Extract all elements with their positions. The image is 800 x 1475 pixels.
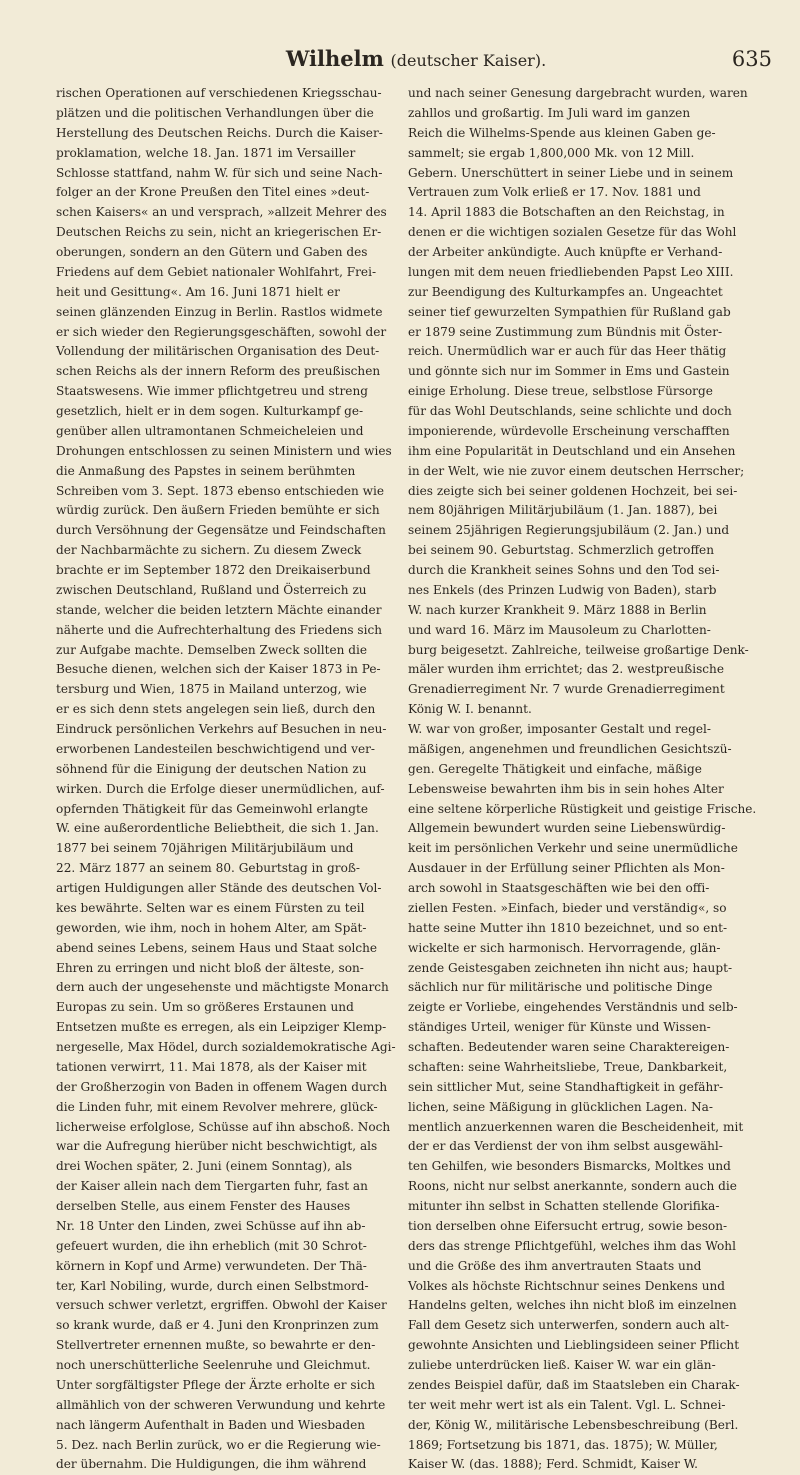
text-line: Stellvertreter ernennen mußte, so bewahrte er den- [56, 1338, 376, 1353]
text-line: der Kaiser allein nach dem Tiergarten fuhr, fast an [56, 1179, 368, 1194]
text-line: der, König W., militärische Lebensbeschreibung (Berl. [408, 1417, 739, 1432]
text-line: kes bewährte. Selten war es einem Fürsten zu teil [56, 900, 365, 915]
text-line: sammelt; sie ergab 1,800,000 Mk. von 12 Mill. [408, 145, 695, 160]
text-line: wirken. Durch die Erfolge dieser unermüdlichen, auf- [56, 781, 385, 796]
text-line: sächlich nur für militärische und politische Dinge [408, 980, 713, 995]
text-line: drei Wochen später, 2. Juni (einem Sonntag), als [56, 1159, 353, 1174]
text-line: würdig zurück. Den äußern Frieden bemühte er sich [56, 503, 380, 518]
text-line: mentlich anzuerkennen waren die Bescheidenheit, mit [408, 1119, 744, 1134]
text-line: keit im persönlichen Verkehr und seine unermüdliche [408, 841, 738, 856]
text-line: Unter sorgfältigster Pflege der Ärzte erholte er sich [56, 1377, 376, 1392]
text-line: brachte er im September 1872 den Dreikaiserbund [56, 563, 371, 577]
text-line: der Nachbarmächte zu sichern. Zu diesem Zweck [56, 543, 362, 558]
text-line: für das Wohl Deutschlands, seine schlichte und doch [408, 404, 732, 418]
text-line: reich. Unermüdlich war er auch für das Heer thätig [408, 344, 727, 359]
text-line: Besuche dienen, welchen sich der Kaiser 1873 in Pe- [56, 662, 381, 677]
text-line: seinen glänzenden Einzug in Berlin. Rastlos widmete [56, 304, 383, 319]
text-line: licherweise erfolglose, Schüsse auf ihn abschoß. Noch [56, 1119, 391, 1134]
text-line: zendes Beispiel dafür, daß im Staatsleben ein Charak- [408, 1377, 740, 1392]
text-line: schaften: seine Wahrheitsliebe, Treue, Dankbarkeit, [408, 1059, 728, 1074]
text-line: König W. I. benannt. [408, 702, 532, 717]
header-title [60, 46, 772, 74]
text-line: versuch schwer verletzt, ergriffen. Obwohl der Kaiser [56, 1298, 387, 1313]
text-line: denen er die wichtigen sozialen Gesetze für das Wohl [408, 225, 737, 240]
text-line: lichen, seine Mäßigung in glücklichen Lagen. Na- [408, 1099, 713, 1114]
text-line: nach längerm Aufenthalt in Baden und Wiesbaden [56, 1417, 366, 1432]
text-line: zwischen Deutschland, Rußland und Österreich zu [56, 582, 367, 597]
text-line: ziellen Festen. »Einfach, bieder und verständig«, so [408, 900, 727, 915]
text-line: genüber allen ultramontanen Schmeicheleien und [56, 423, 364, 438]
text-line: der er das Verdienst der von ihm selbst ausgewähl- [408, 1139, 723, 1154]
text-line: durch Versöhnung der Gegensätze und Feindschaften [56, 523, 386, 538]
text-line: Roons, nicht nur selbst anerkannte, sondern auch die [408, 1179, 737, 1194]
text-line: 1869; Fortsetzung bis 1871, das. 1875); W. Müller, [408, 1437, 718, 1452]
page-number: 635 [731, 47, 772, 71]
text-line: noch unerschütterliche Seelenruhe und Gleichmut. [56, 1358, 371, 1372]
text-line: zende Geistesgaben zeichneten ihn nicht aus; haupt- [408, 960, 733, 975]
text-line: gesetzlich, hielt er in dem sogen. Kulturkampf ge- [56, 404, 364, 418]
text-line: durch die Krankheit seines Sohns und den Tod sei- [408, 563, 720, 577]
text-line: W. war von großer, imposanter Gestalt und regel- [408, 722, 711, 736]
text-line: sein sittlicher Mut, seine Standhaftigkeit in gefähr- [408, 1079, 724, 1094]
text-line: Lebensweise bewahrten ihm bis in sein hohes Alter [408, 781, 724, 796]
text-line: 5. Dez. nach Berlin zurück, wo er die Regierung wie- [56, 1437, 381, 1452]
text-line: tersburg und Wien, 1875 in Mailand unterzog, wie [56, 682, 367, 697]
text-line: der Großherzogin von Baden in offenem Wagen durch [56, 1079, 388, 1094]
text-line: Handelns gelten, welches ihn nicht bloß im einzelnen [408, 1298, 737, 1313]
text-line: mitunter ihn selbst in Schatten stellende Glorifika- [408, 1199, 720, 1213]
text-line: und gönnte sich nur im Sommer in Ems und Gastein [408, 364, 730, 379]
text-line: er sich wieder den Regierungsgeschäften, sowohl der [56, 324, 387, 339]
text-line: bei seinem 90. Geburtstag. Schmerzlich getroffen [408, 543, 714, 558]
text-line: die Linden fuhr, mit einem Revolver mehrere, glück- [56, 1099, 378, 1114]
text-line: er 1879 seine Zustimmung zum Bündnis mit Öster- [408, 324, 723, 339]
text-line: gen. Geregelte Thätigkeit und einfache, mäßige [408, 761, 702, 776]
running-header [60, 38, 772, 78]
text-line: nem 80jährigen Militärjubiläum (1. Jan. 1887), bei [408, 503, 718, 518]
text-line: Staatswesens. Wie immer pflichtgetreu und streng [56, 384, 368, 399]
text-line: Schlosse stattfand, nahm W. für sich und seine Nach- [56, 165, 383, 180]
text-line: plätzen und die politischen Verhandlungen über die [56, 105, 374, 120]
text-line: war die Aufregung hierüber nicht beschwichtigt, als [56, 1139, 378, 1154]
text-line: seiner tief gewurzelten Sympathien für Rußland gab [408, 304, 731, 319]
text-line: Eindruck persönlichen Verkehrs auf Besuchen in neu- [56, 722, 387, 736]
header-title-main: Wilhelm [285, 46, 384, 71]
left-column [56, 84, 406, 1472]
text-line: hatte seine Mutter ihn 1810 bezeichnet, und so ent- [408, 920, 728, 935]
text-line: geworden, wie ihm, noch in hohem Alter, am Spät- [56, 920, 367, 935]
text-line: seinem 25jährigen Regierungsjubiläum (2. Jan.) und [408, 523, 730, 538]
text-line: allmählich von der schweren Verwundung und kehrte [56, 1397, 386, 1412]
text-line: arch sowohl in Staatsgeschäften wie bei den offi- [408, 881, 710, 895]
text-line: lungen mit dem neuen friedliebenden Papst Leo XIII. [408, 264, 734, 279]
text-line: Entsetzen mußte es erregen, als ein Leipziger Klemp- [56, 1020, 387, 1035]
text-line: gefeuert wurden, die ihn erheblich (mit 30 Schrot- [56, 1238, 367, 1253]
text-line: artigen Huldigungen aller Stände des deutschen Vol- [56, 881, 382, 895]
text-line: oberungen, sondern an den Gütern und Gaben des [56, 245, 368, 259]
text-line: Vollendung der militärischen Organisation des Deut- [56, 344, 380, 359]
text-line: opfernden Thätigkeit für das Gemeinwohl erlangte [56, 801, 369, 816]
text-line: zur Aufgabe machte. Demselben Zweck sollten die [56, 642, 368, 657]
text-line: abend seines Lebens, seinem Haus und Staat solche [56, 940, 378, 955]
text-line: Europas zu sein. Um so größeres Erstaunen und [56, 1000, 354, 1015]
text-line: Schreiben vom 3. Sept. 1873 ebenso entschieden wie [56, 483, 385, 498]
text-line: schen Kaisers« an und versprach, »allzeit Mehrer des [56, 205, 387, 220]
text-line: tationen verwirrt, 11. Mai 1878, als der Kaiser mit [56, 1059, 367, 1074]
text-line: W. eine außerordentliche Beliebtheit, die sich 1. Jan. [56, 821, 379, 836]
text-line: mäler wurden ihm errichtet; das 2. westpreußische [408, 662, 724, 677]
text-line: die Anmaßung des Papstes in seinem berühmten [56, 463, 356, 478]
text-line: mäßigen, angenehmen und freundlichen Gesichtszü- [408, 741, 732, 756]
text-line: 14. April 1883 die Botschaften an den Reichstag, in [408, 205, 725, 220]
text-line: Ausdauer in der Erfüllung seiner Pflichten als Mon- [408, 861, 725, 876]
text-line: Vertrauen zum Volk erließ er 17. Nov. 1881 und [408, 185, 701, 200]
text-line: und die Größe des ihm anvertrauten Staats und [408, 1258, 702, 1273]
text-line: so krank wurde, daß er 4. Juni den Kronprinzen zum [56, 1318, 379, 1333]
text-line: schaften. Bedeutender waren seine Charaktereigen- [408, 1040, 730, 1054]
text-line: dies zeigte sich bei seiner goldenen Hochzeit, bei sei- [408, 483, 738, 498]
text-line: proklamation, welche 18. Jan. 1871 im Versailler [56, 145, 356, 160]
text-line: Drohungen entschlossen zu seinen Ministern und wies [56, 443, 392, 458]
text-line: zur Beendigung des Kulturkampfes an. Ungeachtet [408, 284, 723, 299]
text-line: eine seltene körperliche Rüstigkeit und geistige Frische. [408, 801, 757, 816]
text-line: Allgemein bewundert wurden seine Liebenswürdig- [408, 821, 726, 836]
text-line: nes Enkels (des Prinzen Ludwig von Baden), starb [408, 582, 717, 597]
text-line: ständiges Urteil, weniger für Künste und Wissen- [408, 1020, 711, 1035]
text-line: rischen Operationen auf verschiedenen Kriegsschau- [56, 86, 382, 100]
text-line: Gebern. Unerschüttert in seiner Liebe und in seinem [408, 165, 734, 180]
text-line: folger an der Krone Preußen den Titel eines »deut- [56, 185, 370, 200]
text-line: W. nach kurzer Krankheit 9. März 1888 in Berlin [408, 602, 707, 617]
text-line: wickelte er sich harmonisch. Hervorragende, glän- [408, 940, 721, 955]
text-line: Ehren zu erringen und nicht bloß der älteste, son- [56, 960, 364, 975]
text-line: Volkes als höchste Richtschnur seines Denkens und [408, 1278, 726, 1293]
text-line: derselben Stelle, aus einem Fenster des Hauses [56, 1199, 351, 1213]
text-line: und nach seiner Genesung dargebracht wurden, waren [408, 86, 748, 100]
text-line: Deutschen Reichs zu sein, nicht an kriegerischen Er- [56, 225, 382, 240]
text-line: burg beigesetzt. Zahlreiche, teilweise großartige Denk- [408, 642, 749, 657]
text-line: ter, Karl Nobiling, wurde, durch einen Selbstmord- [56, 1278, 369, 1293]
text-line: Grenadierregiment Nr. 7 wurde Grenadierregiment [408, 682, 725, 697]
text-line: er es sich denn stets angelegen sein ließ, durch den [56, 702, 376, 717]
text-line: dern auch der ungesehenste und mächtigste Monarch [56, 980, 389, 995]
text-line: Friedens auf dem Gebiet nationaler Wohlfahrt, Frei- [56, 264, 377, 279]
header-title-sub: (deutscher Kaiser). [390, 51, 547, 70]
text-line: körnern in Kopf und Arme) verwundeten. Der Thä- [56, 1258, 367, 1273]
text-line: heit und Gesittung«. Am 16. Juni 1871 hielt er [56, 284, 340, 299]
text-line: Kaiser W. (das. 1888); Ferd. Schmidt, Kaiser W. [408, 1457, 698, 1472]
text-line: nergeselle, Max Hödel, durch sozialdemokratische Agi- [56, 1040, 396, 1054]
text-line: stande, welcher die beiden letztern Mächte einander [56, 602, 382, 617]
text-line: ders das strenge Pflichtgefühl, welches ihm das Wohl [408, 1238, 736, 1253]
text-line: 1877 bei seinem 70jährigen Militärjubiläum und [56, 841, 354, 856]
text-line: der Arbeiter ankündigte. Auch knüpfte er Verhand- [408, 245, 723, 259]
text-line: näherte und die Aufrechterhaltung des Friedens sich [56, 622, 383, 637]
text-line: in der Welt, wie nie zuvor einem deutschen Herrscher; [408, 463, 745, 478]
text-line: tion derselben ohne Eifersucht ertrug, sowie beson- [408, 1218, 728, 1233]
text-line: zeigte er Vorliebe, eingehendes Verständnis und selb- [408, 1000, 738, 1015]
text-line: imponierende, würdevolle Erscheinung verschafften [408, 423, 730, 438]
text-line: 22. März 1877 an seinem 80. Geburtstag in groß- [56, 861, 361, 876]
text-line: und ward 16. März im Mausoleum zu Charlotten- [408, 622, 711, 637]
text-line: ter weit mehr wert ist als ein Talent. Vgl. L. Schnei- [408, 1397, 726, 1412]
text-line: der übernahm. Die Huldigungen, die ihm während [56, 1457, 367, 1472]
text-line: schen Reichs als der innern Reform des preußischen [56, 364, 381, 379]
text-line: erworbenen Landesteilen beschwichtigend und ver- [56, 741, 375, 756]
right-column [408, 84, 768, 1472]
text-line: söhnend für die Einigung der deutschen Nation zu [56, 761, 367, 776]
text-line: Herstellung des Deutschen Reichs. Durch die Kaiser- [56, 125, 383, 140]
text-line: Reich die Wilhelms-Spende aus kleinen Gaben ge- [408, 125, 716, 140]
text-line: Fall dem Gesetz sich unterwerfen, sondern auch alt- [408, 1318, 730, 1333]
text-line: zuliebe unterdrücken ließ. Kaiser W. war ein glän- [408, 1358, 716, 1372]
text-line: einige Erholung. Diese treue, selbstlose Fürsorge [408, 384, 713, 399]
text-line: ihm eine Popularität in Deutschland und ein Ansehen [408, 443, 736, 458]
text-line: gewohnte Ansichten und Lieblingsideen seiner Pflicht [408, 1338, 740, 1353]
text-line: ten Gehilfen, wie besonders Bismarcks, Moltkes und [408, 1159, 731, 1174]
text-line: Nr. 18 Unter den Linden, zwei Schüsse auf ihn ab- [56, 1218, 366, 1233]
text-line: zahllos und großartig. Im Juli ward im ganzen [408, 105, 691, 120]
